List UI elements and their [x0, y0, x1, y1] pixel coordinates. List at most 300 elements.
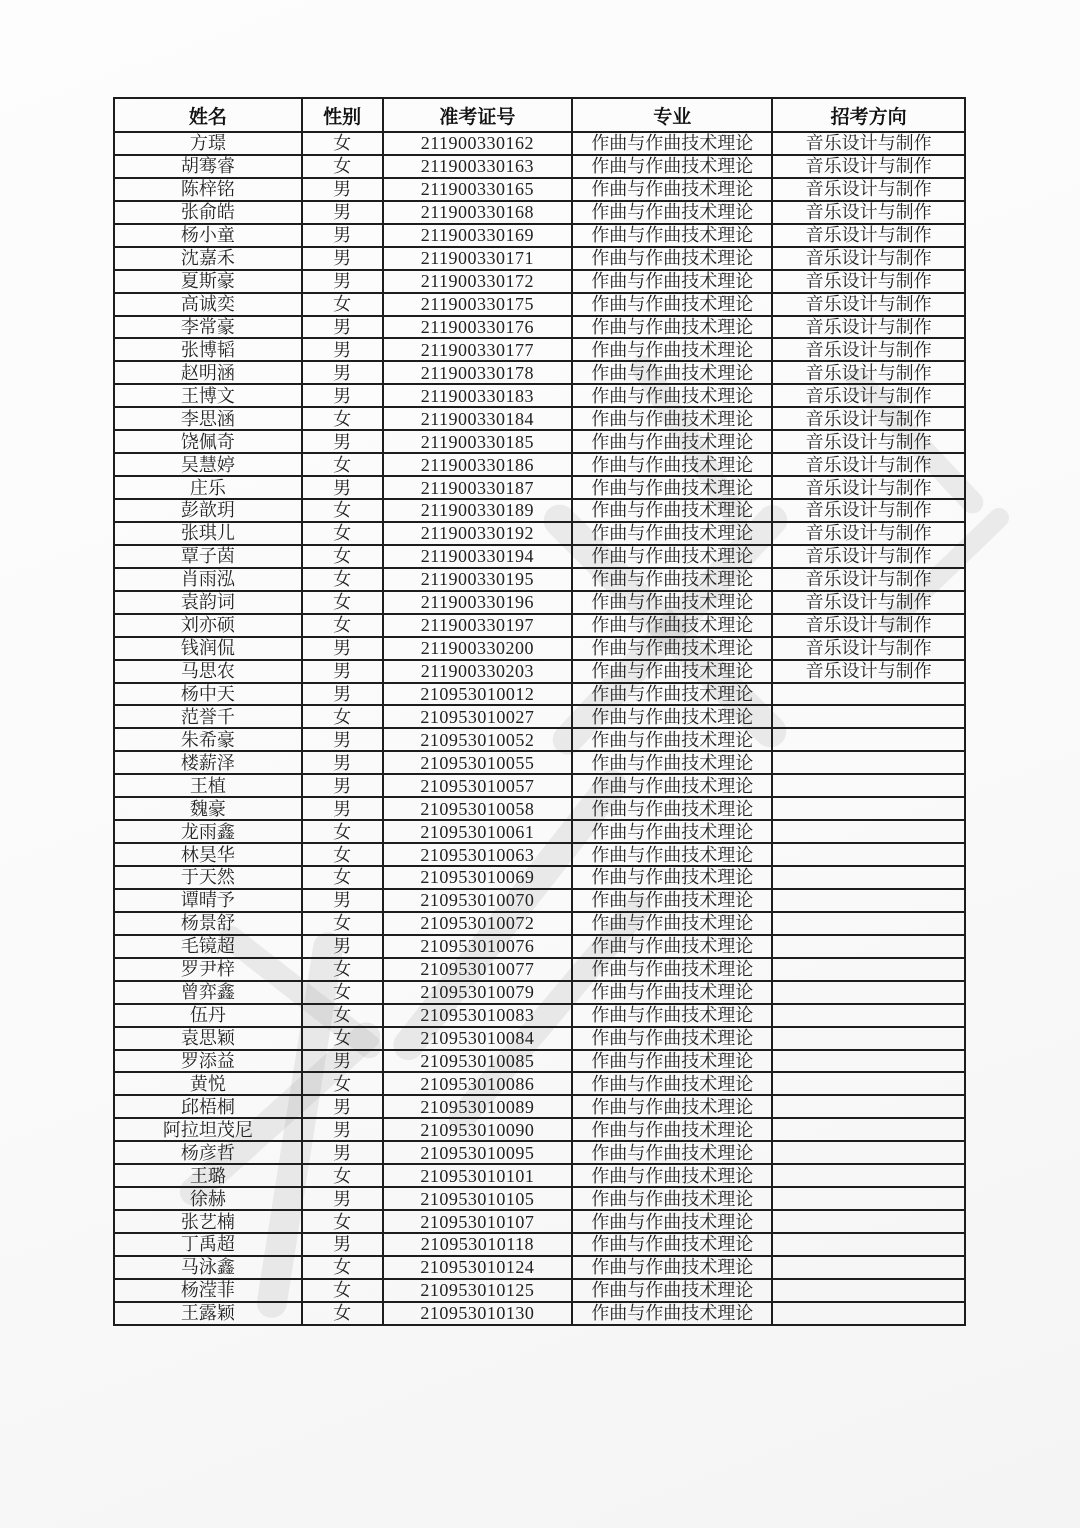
cell-name: 王博文 — [114, 384, 302, 407]
cell-gender: 女 — [302, 1027, 383, 1050]
cell-direction — [772, 1279, 965, 1302]
cell-ticket: 210953010077 — [383, 958, 573, 981]
cell-name: 谭晴予 — [114, 889, 302, 912]
table-row — [114, 430, 965, 453]
cell-name: 杨小童 — [114, 224, 302, 247]
table-row — [114, 1210, 965, 1233]
cell-ticket: 211900330197 — [383, 614, 573, 637]
cell-direction — [772, 1072, 965, 1095]
cell-direction: 音乐设计与制作 — [772, 224, 965, 247]
cell-major: 作曲与作曲技术理论 — [572, 591, 772, 614]
cell-ticket: 210953010118 — [383, 1233, 573, 1256]
cell-ticket: 210953010105 — [383, 1187, 573, 1210]
cell-gender: 女 — [302, 155, 383, 178]
cell-direction: 音乐设计与制作 — [772, 155, 965, 178]
cell-ticket: 210953010055 — [383, 751, 573, 774]
cell-major: 作曲与作曲技术理论 — [572, 1210, 772, 1233]
cell-gender: 女 — [302, 705, 383, 728]
cell-ticket: 211900330183 — [383, 384, 573, 407]
cell-major: 作曲与作曲技术理论 — [572, 338, 772, 361]
cell-name: 杨景舒 — [114, 912, 302, 935]
table-row — [114, 820, 965, 843]
cell-name: 朱希豪 — [114, 728, 302, 751]
cell-gender: 男 — [302, 224, 383, 247]
cell-major: 作曲与作曲技术理论 — [572, 178, 772, 201]
table-row — [114, 912, 965, 935]
cell-major: 作曲与作曲技术理论 — [572, 1233, 772, 1256]
cell-direction: 音乐设计与制作 — [772, 293, 965, 316]
cell-major: 作曲与作曲技术理论 — [572, 132, 772, 155]
cell-major: 作曲与作曲技术理论 — [572, 522, 772, 545]
cell-name: 陈梓铭 — [114, 178, 302, 201]
cell-name: 方璟 — [114, 132, 302, 155]
table-row — [114, 178, 965, 201]
cell-gender: 女 — [302, 1302, 383, 1325]
cell-ticket: 211900330195 — [383, 568, 573, 591]
cell-name: 曾弈鑫 — [114, 981, 302, 1004]
cell-major: 作曲与作曲技术理论 — [572, 1141, 772, 1164]
table-row — [114, 499, 965, 522]
table-row — [114, 1095, 965, 1118]
table-row — [114, 935, 965, 958]
cell-name: 李常豪 — [114, 316, 302, 339]
cell-ticket: 211900330200 — [383, 637, 573, 660]
cell-direction — [772, 774, 965, 797]
cell-name: 吴慧婷 — [114, 453, 302, 476]
cell-major: 作曲与作曲技术理论 — [572, 155, 772, 178]
column-header-major: 专业 — [572, 98, 772, 132]
cell-name: 林昊华 — [114, 843, 302, 866]
header-row — [114, 98, 965, 132]
cell-name: 高诚奕 — [114, 293, 302, 316]
cell-ticket: 210953010052 — [383, 728, 573, 751]
cell-gender: 女 — [302, 407, 383, 430]
cell-major: 作曲与作曲技术理论 — [572, 361, 772, 384]
cell-ticket: 211900330177 — [383, 338, 573, 361]
cell-ticket: 210953010090 — [383, 1118, 573, 1141]
cell-direction — [772, 797, 965, 820]
cell-ticket: 210953010012 — [383, 683, 573, 706]
cell-ticket: 211900330196 — [383, 591, 573, 614]
cell-gender: 男 — [302, 1095, 383, 1118]
table-row — [114, 568, 965, 591]
cell-name: 沈嘉禾 — [114, 247, 302, 270]
cell-major: 作曲与作曲技术理论 — [572, 820, 772, 843]
cell-name: 罗尹梓 — [114, 958, 302, 981]
cell-gender: 女 — [302, 1164, 383, 1187]
cell-gender: 女 — [302, 1072, 383, 1095]
table-row — [114, 1141, 965, 1164]
cell-ticket: 211900330169 — [383, 224, 573, 247]
cell-gender: 女 — [302, 591, 383, 614]
cell-direction — [772, 751, 965, 774]
cell-direction: 音乐设计与制作 — [772, 178, 965, 201]
cell-major: 作曲与作曲技术理论 — [572, 270, 772, 293]
cell-name: 饶佩奇 — [114, 430, 302, 453]
cell-ticket: 210953010130 — [383, 1302, 573, 1325]
cell-name: 阿拉坦茂尼 — [114, 1118, 302, 1141]
cell-ticket: 210953010086 — [383, 1072, 573, 1095]
cell-direction: 音乐设计与制作 — [772, 614, 965, 637]
cell-direction — [772, 1210, 965, 1233]
table-row — [114, 1187, 965, 1210]
cell-name: 楼薪泽 — [114, 751, 302, 774]
cell-ticket: 211900330172 — [383, 270, 573, 293]
cell-major: 作曲与作曲技术理论 — [572, 293, 772, 316]
table-row — [114, 453, 965, 476]
cell-gender: 女 — [302, 843, 383, 866]
cell-major: 作曲与作曲技术理论 — [572, 774, 772, 797]
cell-gender: 男 — [302, 476, 383, 499]
cell-direction — [772, 1004, 965, 1027]
cell-gender: 女 — [302, 614, 383, 637]
cell-gender: 男 — [302, 247, 383, 270]
table-row — [114, 361, 965, 384]
cell-ticket: 211900330186 — [383, 453, 573, 476]
cell-name: 邱梧桐 — [114, 1095, 302, 1118]
cell-ticket: 211900330187 — [383, 476, 573, 499]
cell-name: 肖雨泓 — [114, 568, 302, 591]
cell-direction — [772, 912, 965, 935]
cell-ticket: 210953010124 — [383, 1256, 573, 1279]
cell-gender: 女 — [302, 1004, 383, 1027]
cell-ticket: 211900330162 — [383, 132, 573, 155]
cell-ticket: 211900330185 — [383, 430, 573, 453]
cell-gender: 女 — [302, 820, 383, 843]
cell-direction: 音乐设计与制作 — [772, 361, 965, 384]
cell-major: 作曲与作曲技术理论 — [572, 660, 772, 683]
column-header-name: 姓名 — [114, 98, 302, 132]
cell-name: 丁禹超 — [114, 1233, 302, 1256]
cell-major: 作曲与作曲技术理论 — [572, 1302, 772, 1325]
table-row — [114, 247, 965, 270]
cell-gender: 女 — [302, 453, 383, 476]
cell-major: 作曲与作曲技术理论 — [572, 889, 772, 912]
table-row — [114, 866, 965, 889]
table-row — [114, 1118, 965, 1141]
cell-name: 张俞皓 — [114, 201, 302, 224]
cell-direction: 音乐设计与制作 — [772, 430, 965, 453]
cell-name: 王植 — [114, 774, 302, 797]
cell-direction: 音乐设计与制作 — [772, 660, 965, 683]
cell-name: 杨中天 — [114, 683, 302, 706]
cell-direction: 音乐设计与制作 — [772, 316, 965, 339]
cell-major: 作曲与作曲技术理论 — [572, 866, 772, 889]
cell-name: 袁韵词 — [114, 591, 302, 614]
table-row — [114, 660, 965, 683]
table-row — [114, 338, 965, 361]
cell-name: 马泳鑫 — [114, 1256, 302, 1279]
table-row — [114, 683, 965, 706]
cell-direction — [772, 1141, 965, 1164]
cell-direction — [772, 981, 965, 1004]
table-row — [114, 1279, 965, 1302]
cell-gender: 男 — [302, 1141, 383, 1164]
table-body — [114, 132, 965, 1325]
cell-ticket: 210953010089 — [383, 1095, 573, 1118]
cell-ticket: 210953010061 — [383, 820, 573, 843]
cell-ticket: 210953010085 — [383, 1050, 573, 1073]
cell-name: 范誉千 — [114, 705, 302, 728]
cell-direction: 音乐设计与制作 — [772, 270, 965, 293]
cell-name: 夏斯豪 — [114, 270, 302, 293]
cell-name: 张艺楠 — [114, 1210, 302, 1233]
table-row — [114, 843, 965, 866]
cell-ticket: 211900330194 — [383, 545, 573, 568]
cell-ticket: 211900330184 — [383, 407, 573, 430]
cell-major: 作曲与作曲技术理论 — [572, 1256, 772, 1279]
cell-major: 作曲与作曲技术理论 — [572, 935, 772, 958]
cell-name: 王露颖 — [114, 1302, 302, 1325]
cell-major: 作曲与作曲技术理论 — [572, 476, 772, 499]
cell-gender: 女 — [302, 568, 383, 591]
table-row — [114, 797, 965, 820]
cell-major: 作曲与作曲技术理论 — [572, 453, 772, 476]
cell-ticket: 211900330192 — [383, 522, 573, 545]
cell-major: 作曲与作曲技术理论 — [572, 637, 772, 660]
cell-direction: 音乐设计与制作 — [772, 453, 965, 476]
cell-name: 杨彦哲 — [114, 1141, 302, 1164]
table-row — [114, 522, 965, 545]
cell-direction — [772, 958, 965, 981]
cell-ticket: 211900330171 — [383, 247, 573, 270]
cell-major: 作曲与作曲技术理论 — [572, 981, 772, 1004]
cell-name: 袁思颖 — [114, 1027, 302, 1050]
table-row — [114, 705, 965, 728]
cell-gender: 男 — [302, 797, 383, 820]
cell-direction — [772, 1302, 965, 1325]
cell-direction — [772, 889, 965, 912]
cell-name: 龙雨鑫 — [114, 820, 302, 843]
table-row — [114, 155, 965, 178]
cell-gender: 女 — [302, 1210, 383, 1233]
cell-gender: 男 — [302, 430, 383, 453]
cell-ticket: 210953010101 — [383, 1164, 573, 1187]
cell-gender: 男 — [302, 178, 383, 201]
cell-major: 作曲与作曲技术理论 — [572, 1050, 772, 1073]
cell-ticket: 210953010076 — [383, 935, 573, 958]
table-row — [114, 958, 965, 981]
cell-ticket: 211900330163 — [383, 155, 573, 178]
cell-direction — [772, 1164, 965, 1187]
cell-direction: 音乐设计与制作 — [772, 591, 965, 614]
cell-direction: 音乐设计与制作 — [772, 407, 965, 430]
cell-major: 作曲与作曲技术理论 — [572, 1187, 772, 1210]
table-row — [114, 774, 965, 797]
cell-major: 作曲与作曲技术理论 — [572, 1279, 772, 1302]
cell-name: 覃子茵 — [114, 545, 302, 568]
table-row — [114, 1302, 965, 1325]
cell-name: 李思涵 — [114, 407, 302, 430]
cell-ticket: 211900330175 — [383, 293, 573, 316]
table-row — [114, 316, 965, 339]
table-row — [114, 889, 965, 912]
cell-direction: 音乐设计与制作 — [772, 247, 965, 270]
cell-major: 作曲与作曲技术理论 — [572, 728, 772, 751]
column-header-direction: 招考方向 — [772, 98, 965, 132]
cell-ticket: 210953010083 — [383, 1004, 573, 1027]
table-row — [114, 728, 965, 751]
cell-direction: 音乐设计与制作 — [772, 201, 965, 224]
cell-major: 作曲与作曲技术理论 — [572, 430, 772, 453]
cell-direction — [772, 843, 965, 866]
cell-name: 钱润侃 — [114, 637, 302, 660]
candidate-roster-table — [113, 97, 966, 1326]
cell-major: 作曲与作曲技术理论 — [572, 407, 772, 430]
cell-major: 作曲与作曲技术理论 — [572, 614, 772, 637]
cell-name: 张琪儿 — [114, 522, 302, 545]
cell-gender: 男 — [302, 1050, 383, 1073]
cell-direction: 音乐设计与制作 — [772, 338, 965, 361]
table-row — [114, 637, 965, 660]
cell-direction — [772, 705, 965, 728]
table-row — [114, 1027, 965, 1050]
cell-gender: 男 — [302, 660, 383, 683]
cell-name: 胡骞睿 — [114, 155, 302, 178]
cell-gender: 男 — [302, 361, 383, 384]
cell-ticket: 211900330203 — [383, 660, 573, 683]
table-row — [114, 384, 965, 407]
cell-direction: 音乐设计与制作 — [772, 384, 965, 407]
cell-major: 作曲与作曲技术理论 — [572, 683, 772, 706]
cell-direction: 音乐设计与制作 — [772, 568, 965, 591]
cell-major: 作曲与作曲技术理论 — [572, 247, 772, 270]
cell-major: 作曲与作曲技术理论 — [572, 1164, 772, 1187]
table-row — [114, 545, 965, 568]
table-row — [114, 1004, 965, 1027]
cell-name: 徐赫 — [114, 1187, 302, 1210]
cell-name: 伍丹 — [114, 1004, 302, 1027]
cell-direction — [772, 1233, 965, 1256]
cell-gender: 男 — [302, 1118, 383, 1141]
cell-ticket: 210953010095 — [383, 1141, 573, 1164]
cell-gender: 女 — [302, 1279, 383, 1302]
cell-gender: 男 — [302, 683, 383, 706]
cell-gender: 男 — [302, 316, 383, 339]
cell-ticket: 211900330168 — [383, 201, 573, 224]
cell-ticket: 210953010079 — [383, 981, 573, 1004]
cell-gender: 男 — [302, 338, 383, 361]
cell-major: 作曲与作曲技术理论 — [572, 201, 772, 224]
cell-gender: 男 — [302, 384, 383, 407]
cell-direction — [772, 728, 965, 751]
cell-gender: 男 — [302, 774, 383, 797]
cell-direction — [772, 683, 965, 706]
cell-ticket: 210953010063 — [383, 843, 573, 866]
cell-direction: 音乐设计与制作 — [772, 545, 965, 568]
cell-direction — [772, 1027, 965, 1050]
table-row — [114, 476, 965, 499]
cell-major: 作曲与作曲技术理论 — [572, 1027, 772, 1050]
cell-major: 作曲与作曲技术理论 — [572, 1118, 772, 1141]
cell-ticket: 210953010057 — [383, 774, 573, 797]
cell-ticket: 210953010084 — [383, 1027, 573, 1050]
cell-name: 张博韬 — [114, 338, 302, 361]
table-row — [114, 224, 965, 247]
cell-direction: 音乐设计与制作 — [772, 499, 965, 522]
cell-ticket: 210953010072 — [383, 912, 573, 935]
cell-gender: 女 — [302, 293, 383, 316]
table-row — [114, 201, 965, 224]
table-row — [114, 1050, 965, 1073]
table-row — [114, 751, 965, 774]
cell-ticket: 210953010125 — [383, 1279, 573, 1302]
cell-direction — [772, 866, 965, 889]
cell-gender: 女 — [302, 866, 383, 889]
cell-name: 王璐 — [114, 1164, 302, 1187]
cell-direction — [772, 1118, 965, 1141]
cell-name: 彭歆玥 — [114, 499, 302, 522]
cell-name: 毛镜超 — [114, 935, 302, 958]
table-row — [114, 614, 965, 637]
cell-major: 作曲与作曲技术理论 — [572, 751, 772, 774]
cell-direction — [772, 1095, 965, 1118]
column-header-gender: 性别 — [302, 98, 383, 132]
cell-major: 作曲与作曲技术理论 — [572, 545, 772, 568]
cell-gender: 女 — [302, 958, 383, 981]
table-row — [114, 132, 965, 155]
cell-major: 作曲与作曲技术理论 — [572, 843, 772, 866]
cell-direction: 音乐设计与制作 — [772, 637, 965, 660]
cell-direction: 音乐设计与制作 — [772, 476, 965, 499]
cell-major: 作曲与作曲技术理论 — [572, 912, 772, 935]
cell-direction — [772, 1256, 965, 1279]
cell-name: 刘亦硕 — [114, 614, 302, 637]
table-row — [114, 293, 965, 316]
cell-major: 作曲与作曲技术理论 — [572, 705, 772, 728]
table-row — [114, 270, 965, 293]
cell-direction — [772, 1187, 965, 1210]
cell-major: 作曲与作曲技术理论 — [572, 384, 772, 407]
table-row — [114, 981, 965, 1004]
cell-gender: 男 — [302, 1187, 383, 1210]
cell-gender: 女 — [302, 522, 383, 545]
table-row — [114, 591, 965, 614]
cell-name: 魏豪 — [114, 797, 302, 820]
cell-direction — [772, 1050, 965, 1073]
cell-gender: 女 — [302, 1256, 383, 1279]
cell-major: 作曲与作曲技术理论 — [572, 797, 772, 820]
cell-name: 杨滢菲 — [114, 1279, 302, 1302]
cell-gender: 女 — [302, 132, 383, 155]
cell-major: 作曲与作曲技术理论 — [572, 499, 772, 522]
cell-gender: 女 — [302, 545, 383, 568]
cell-major: 作曲与作曲技术理论 — [572, 568, 772, 591]
cell-gender: 女 — [302, 912, 383, 935]
cell-name: 庄乐 — [114, 476, 302, 499]
table-row — [114, 407, 965, 430]
cell-ticket: 210953010058 — [383, 797, 573, 820]
cell-major: 作曲与作曲技术理论 — [572, 224, 772, 247]
table-row — [114, 1072, 965, 1095]
cell-ticket: 210953010027 — [383, 705, 573, 728]
cell-gender: 男 — [302, 935, 383, 958]
cell-direction — [772, 820, 965, 843]
table-row — [114, 1233, 965, 1256]
cell-major: 作曲与作曲技术理论 — [572, 316, 772, 339]
column-header-ticket: 准考证号 — [383, 98, 573, 132]
cell-name: 黄悦 — [114, 1072, 302, 1095]
cell-gender: 男 — [302, 728, 383, 751]
cell-name: 赵明涵 — [114, 361, 302, 384]
cell-major: 作曲与作曲技术理论 — [572, 1004, 772, 1027]
cell-ticket: 211900330165 — [383, 178, 573, 201]
cell-major: 作曲与作曲技术理论 — [572, 958, 772, 981]
cell-ticket: 211900330189 — [383, 499, 573, 522]
cell-ticket: 210953010069 — [383, 866, 573, 889]
cell-direction: 音乐设计与制作 — [772, 132, 965, 155]
cell-gender: 男 — [302, 1233, 383, 1256]
